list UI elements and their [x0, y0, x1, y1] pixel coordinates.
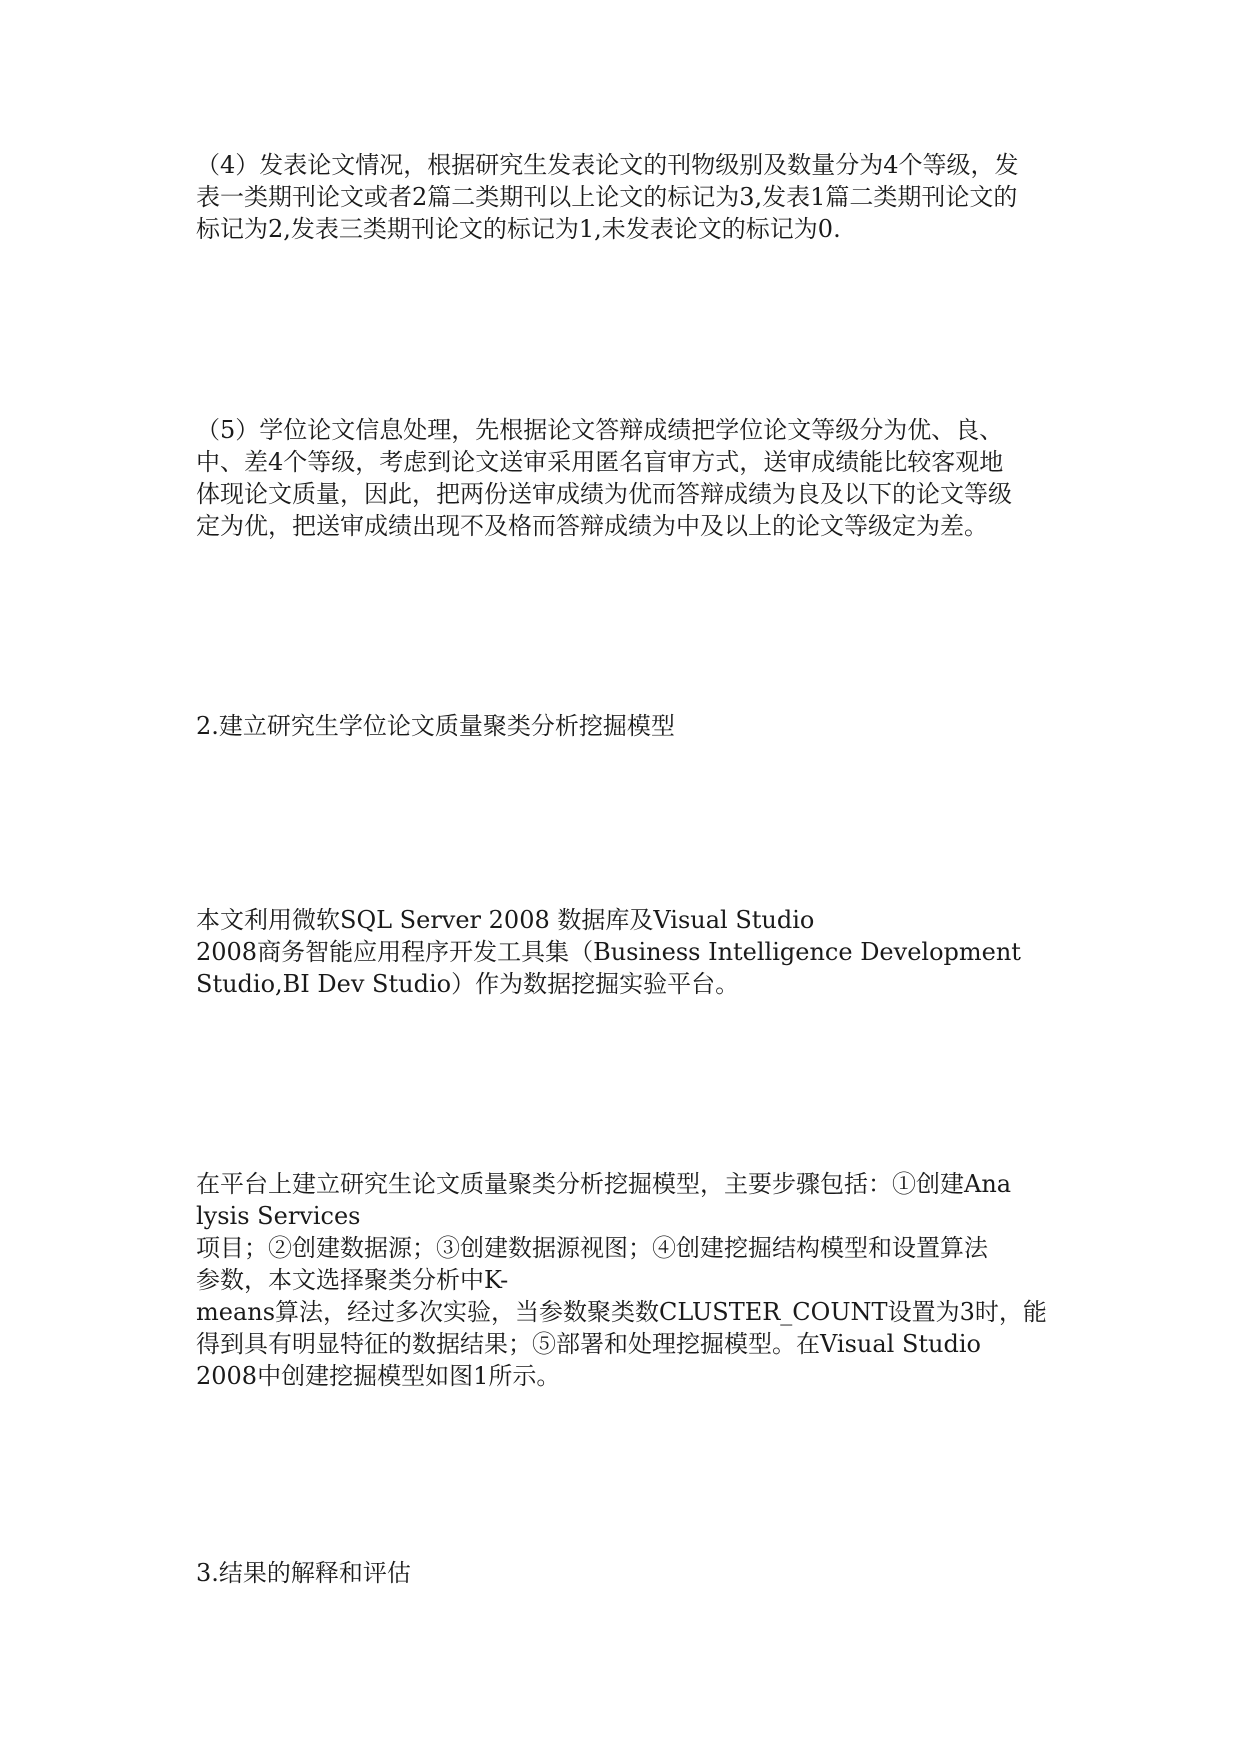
text-line: 中、差4个等级，考虑到论文送审采用匿名盲审方式，送审成绩能比较客观地	[196, 448, 1004, 476]
text-line: （5）学位论文信息处理，先根据论文答辩成绩把学位论文等级分为优、良、	[196, 416, 1004, 444]
section-heading-3	[196, 1557, 1056, 1589]
text-line: 标记为2,发表三类期刊论文的标记为1,未发表论文的标记为0.	[196, 215, 841, 243]
heading-text: 2.建立研究生学位论文质量聚类分析挖掘模型	[196, 712, 675, 740]
text-line: 本文利用微软SQL Server 2008 数据库及Visual Studio	[196, 906, 815, 934]
text-line: Studio,BI Dev Studio）作为数据挖掘实验平台。	[196, 970, 740, 998]
text-line: 参数，本文选择聚类分析中K-	[196, 1266, 509, 1294]
text-line: 项目；②创建数据源；③创建数据源视图；④创建挖掘结构模型和设置算法	[196, 1234, 988, 1262]
text-line: （4）发表论文情况，根据研究生发表论文的刊物级别及数量分为4个等级，发	[196, 151, 1019, 179]
paragraph-platform	[196, 904, 1056, 1000]
text-line: 得到具有明显特征的数据结果；⑤部署和处理挖掘模型。在Visual Studio	[196, 1330, 982, 1358]
heading-text: 3.结果的解释和评估	[196, 1559, 411, 1587]
text-line: lysis Services	[196, 1202, 361, 1230]
text-line: 定为优，把送审成绩出现不及格而答辩成绩为中及以上的论文等级定为差。	[196, 512, 988, 540]
text-line: 2008商务智能应用程序开发工具集（Business Intelligence Development	[196, 938, 1021, 966]
section-heading-2	[196, 710, 1056, 742]
text-line: 2008中创建挖掘模型如图1所示。	[196, 1362, 561, 1390]
text-line: 表一类期刊论文或者2篇二类期刊以上论文的标记为3,发表1篇二类期刊论文的	[196, 183, 1018, 211]
text-line: means算法，经过多次实验，当参数聚类数CLUSTER_COUNT设置为3时，能	[196, 1298, 1047, 1326]
paragraph-publications	[196, 149, 1056, 245]
paragraph-thesis-processing	[196, 414, 1056, 542]
text-line: 在平台上建立研究生论文质量聚类分析挖掘模型，主要步骤包括：①创建Ana	[196, 1170, 1012, 1198]
text-line: 体现论文质量，因此，把两份送审成绩为优而答辩成绩为良及以下的论文等级	[196, 480, 1012, 508]
paragraph-model-steps	[196, 1168, 1056, 1392]
